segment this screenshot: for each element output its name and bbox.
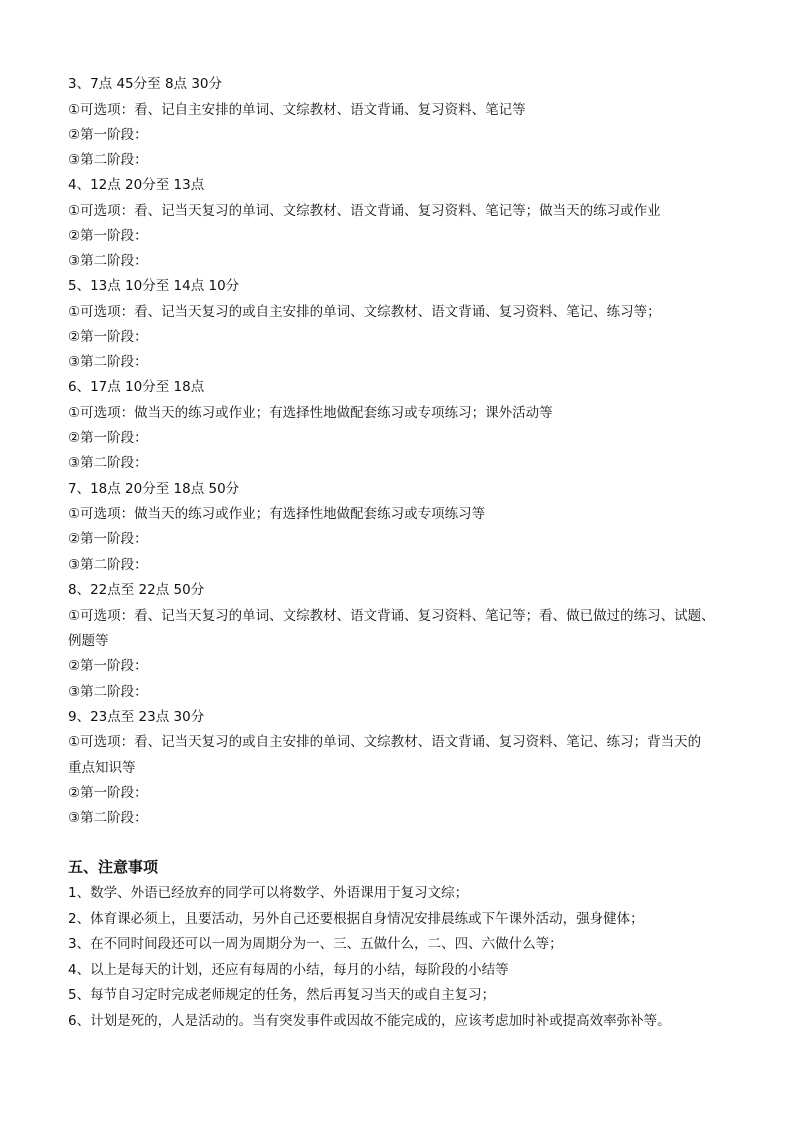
schedule-time: 8、22点至 22点 50分 xyxy=(68,582,205,598)
note-item: 2、体育课必须上，且要活动，另外自己还要根据自身情况安排晨练或下午课外活动，强身健体； xyxy=(68,911,644,927)
schedule-options: ①可选项：做当天的练习或作业；有选择性地做配套练习或专项练习等 xyxy=(68,506,486,522)
schedule-options-continued: 例题等 xyxy=(68,633,109,649)
schedule-time: 9、23点至 23点 30分 xyxy=(68,709,205,725)
schedule-stage-one: ②第一阶段： xyxy=(68,228,148,244)
schedule-options: ①可选项：看、记当天复习的单词、文综教材、语文背诵、复习资料、笔记等；做当天的练习或作业 xyxy=(68,203,661,219)
schedule-time: 5、13点 10分至 14点 10分 xyxy=(68,278,240,294)
schedule-stage-two: ③第二阶段： xyxy=(68,684,148,700)
schedule-stage-two: ③第二阶段： xyxy=(68,455,148,471)
schedule-stage-one: ②第一阶段： xyxy=(68,329,148,345)
schedule-options: ①可选项：看、记当天复习的单词、文综教材、语文背诵、复习资料、笔记等；看、做已做过的练习、试题、 xyxy=(68,608,715,624)
schedule-stage-one: ②第一阶段： xyxy=(68,531,148,547)
schedule-time: 4、12点 20分至 13点 xyxy=(68,177,205,193)
schedule-options: ①可选项：看、记当天复习的或自主安排的单词、文综教材、语文背诵、复习资料、笔记、练习等； xyxy=(68,304,661,320)
section-heading: 五、注意事项 xyxy=(68,858,159,876)
schedule-stage-two: ③第二阶段： xyxy=(68,810,148,826)
schedule-stage-two: ③第二阶段： xyxy=(68,354,148,370)
note-item: 3、在不同时间段还可以一周为周期分为一、三、五做什么，二、四、六做什么等； xyxy=(68,936,563,952)
note-item: 4、以上是每天的计划，还应有每周的小结，每月的小结，每阶段的小结等 xyxy=(68,962,509,978)
schedule-stage-one: ②第一阶段： xyxy=(68,127,148,143)
schedule-time: 6、17点 10分至 18点 xyxy=(68,379,205,395)
note-item: 5、每节自习定时完成老师规定的任务，然后再复习当天的或自主复习； xyxy=(68,987,496,1003)
schedule-options: ①可选项：做当天的练习或作业；有选择性地做配套练习或专项练习；课外活动等 xyxy=(68,405,553,421)
schedule-stage-one: ②第一阶段： xyxy=(68,430,148,446)
schedule-stage-one: ②第一阶段： xyxy=(68,785,148,801)
schedule-options: ①可选项：看、记自主安排的单词、文综教材、语文背诵、复习资料、笔记等 xyxy=(68,102,526,118)
schedule-time: 3、7点 45分至 8点 30分 xyxy=(68,76,222,92)
schedule-stage-two: ③第二阶段： xyxy=(68,152,148,168)
note-item: 6、计划是死的，人是活动的。当有突发事件或因故不能完成的，应该考虑加时补或提高效率弥补等。 xyxy=(68,1013,671,1029)
schedule-options-continued: 重点知识等 xyxy=(68,760,136,776)
schedule-stage-two: ③第二阶段： xyxy=(68,253,148,269)
schedule-options: ①可选项：看、记当天复习的或自主安排的单词、文综教材、语文背诵、复习资料、笔记、练习；背当天的 xyxy=(68,734,702,750)
schedule-stage-one: ②第一阶段： xyxy=(68,658,148,674)
schedule-stage-two: ③第二阶段： xyxy=(68,557,148,573)
schedule-time: 7、18点 20分至 18点 50分 xyxy=(68,481,240,497)
note-item: 1、数学、外语已经放弃的同学可以将数学、外语课用于复习文综； xyxy=(68,885,469,901)
